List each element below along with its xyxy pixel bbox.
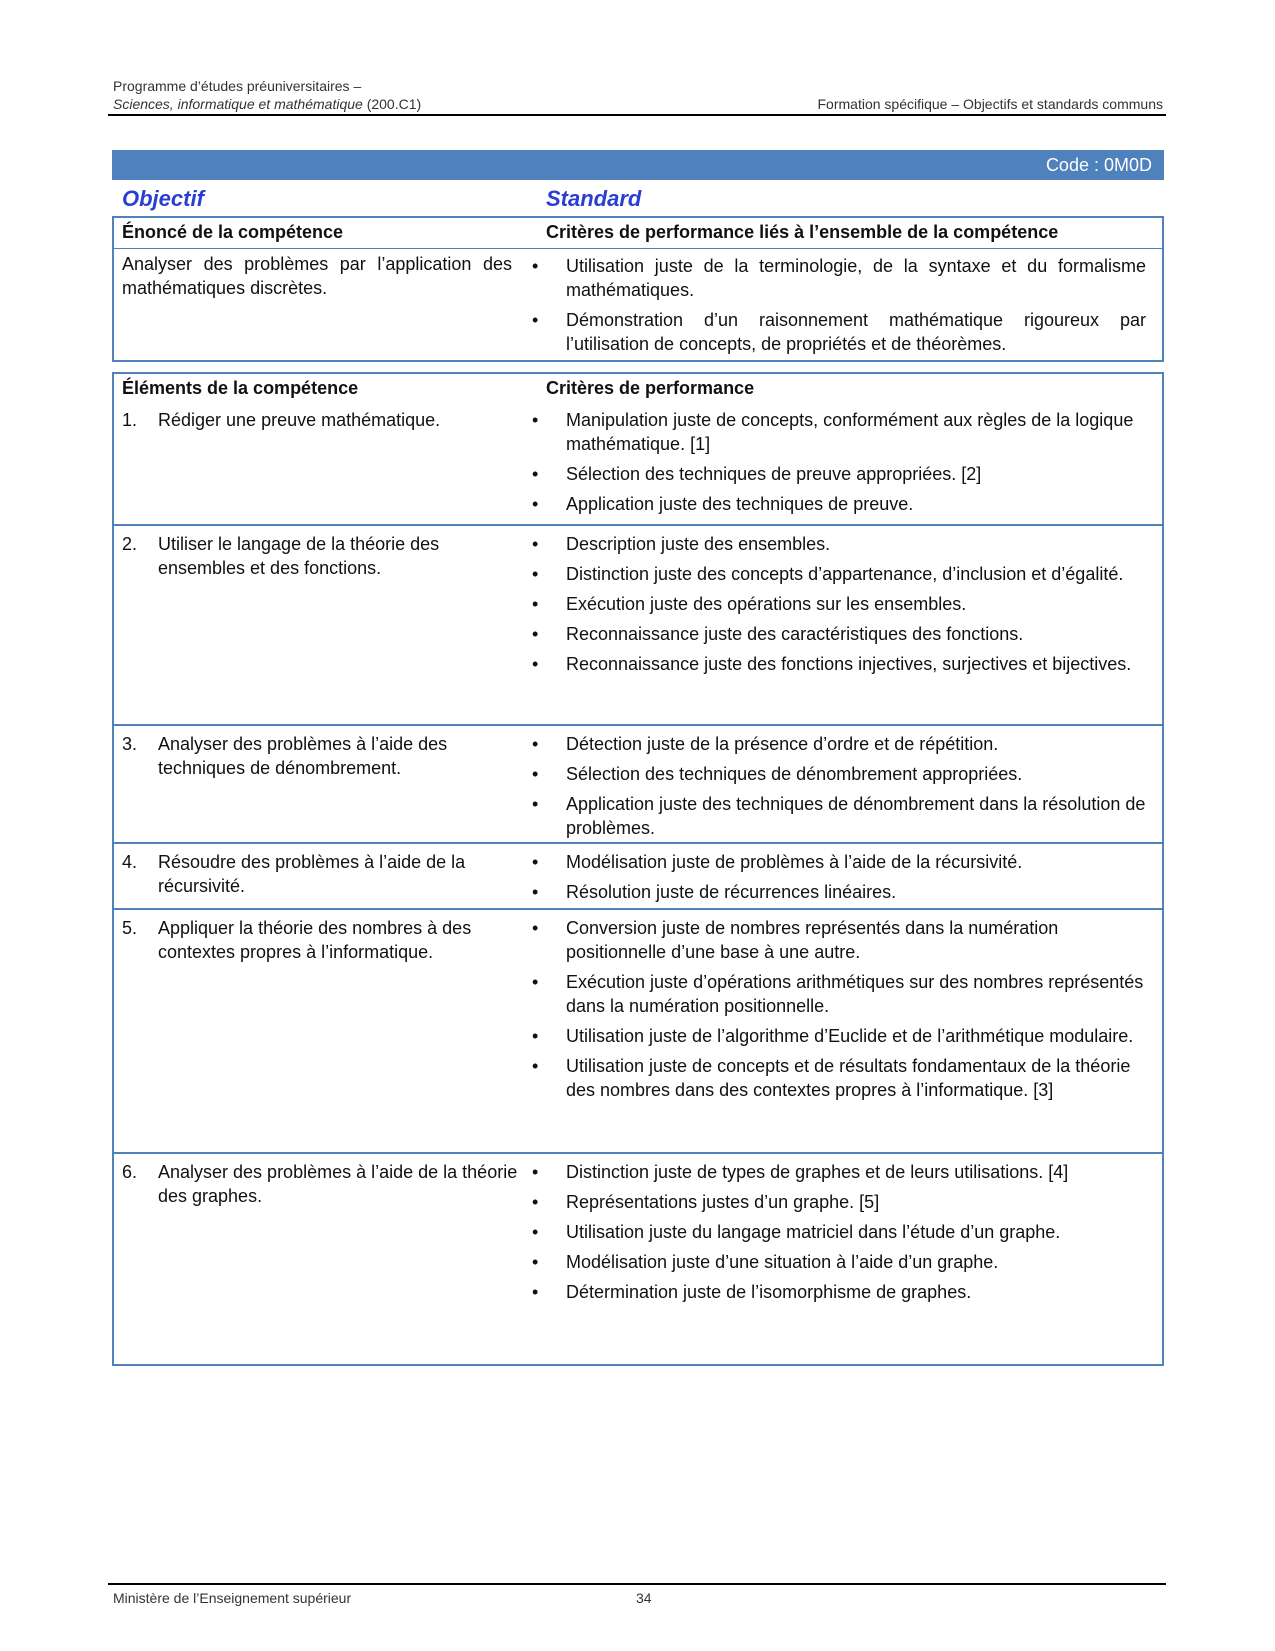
header-program-title: Programme d’études préuniversitaires –	[113, 78, 362, 94]
bullet-icon: •	[532, 256, 539, 276]
competence-criteria-list	[530, 254, 1146, 362]
criterion-text: Modélisation juste d’une situation à l’aide d’un graphe.	[566, 1252, 999, 1272]
competence-criterion	[530, 308, 1146, 356]
bullet-icon: •	[532, 534, 539, 554]
criterion-item	[530, 880, 1148, 904]
row-divider	[114, 908, 1162, 910]
element-number: 4.	[122, 852, 138, 872]
criterion-text: Exécution juste des opérations sur les ensembles.	[566, 594, 967, 614]
bullet-icon: •	[532, 852, 539, 872]
criterion-item	[530, 1160, 1148, 1184]
criterion-text: Distinction juste des concepts d’appartenance, d’inclusion et d’égalité.	[566, 564, 1124, 584]
row-divider	[114, 1152, 1162, 1154]
criterion-text: Utilisation juste du langage matriciel dans l’étude d’un graphe.	[566, 1222, 1061, 1242]
elements-header: Éléments de la compétence	[122, 378, 359, 398]
criterion-item	[530, 970, 1148, 1018]
row-divider	[114, 842, 1162, 844]
criterion-item	[530, 492, 1148, 516]
criterion-item	[530, 732, 1148, 756]
bullet-icon: •	[532, 1192, 539, 1212]
competence-statement: Analyser des problèmes par l’application des mathématiques discrètes.	[122, 254, 512, 298]
header-program-name	[113, 96, 421, 112]
bullet-icon: •	[532, 410, 539, 430]
criterion-item	[530, 1250, 1148, 1274]
criterion-item	[530, 1054, 1148, 1102]
criterion-item	[530, 562, 1148, 586]
header-program-code: (200.C1)	[362, 96, 422, 112]
criterion-item	[530, 462, 1148, 486]
bullet-icon: •	[532, 1026, 539, 1046]
element-criteria-list	[530, 732, 1148, 846]
footer-rule	[108, 1583, 1166, 1585]
element-criteria-list	[530, 1160, 1148, 1310]
bullet-icon: •	[532, 1162, 539, 1182]
element-text: Appliquer la théorie des nombres à des contextes propres à l’informatique.	[158, 918, 472, 962]
header-program-name-italic: Sciences, informatique et mathématique	[113, 96, 363, 112]
bullet-icon: •	[532, 1056, 539, 1076]
element-text: Utiliser le langage de la théorie des ensembles et des fonctions.	[158, 534, 440, 578]
element-criteria-list	[530, 532, 1148, 682]
criterion-text: Application juste des techniques de preuve.	[566, 494, 914, 514]
bullet-icon: •	[532, 1282, 539, 1302]
criterion-text: Reconnaissance juste des fonctions injectives, surjectives et bijectives.	[566, 654, 1132, 674]
criterion-text: Utilisation juste de concepts et de résultats fondamentaux de la théorie des nombres dans des contextes propres à l’informatique. [3]	[566, 1056, 1131, 1100]
criterion-text: Application juste des techniques de dénombrement dans la résolution de problèmes.	[566, 794, 1146, 838]
bullet-icon: •	[532, 734, 539, 754]
elements-criteria-header: Critères de performance	[546, 378, 755, 398]
criterion-item	[530, 1280, 1148, 1304]
criterion-text: Représentations justes d’un graphe. [5]	[566, 1192, 880, 1212]
criterion-item	[530, 916, 1148, 964]
criterion-item	[530, 622, 1148, 646]
criterion-item	[530, 792, 1148, 840]
criterion-text: Sélection des techniques de preuve appropriées. [2]	[566, 464, 982, 484]
criterion-text: Démonstration d’un raisonnement mathématique rigoureux par l’utilisation de concepts, de propriétés et de théorèmes.	[566, 310, 1146, 354]
bullet-icon: •	[532, 972, 539, 992]
criterion-item	[530, 850, 1148, 874]
criterion-item	[530, 1024, 1148, 1048]
bullet-icon: •	[532, 464, 539, 484]
footer-ministry: Ministère de l’Enseignement supérieur	[113, 1590, 352, 1606]
bullet-icon: •	[532, 310, 539, 330]
objectif-title: Objectif	[122, 186, 204, 211]
criterion-item	[530, 652, 1148, 676]
criterion-text: Détermination juste de l’isomorphisme de graphes.	[566, 1282, 972, 1302]
bullet-icon: •	[532, 764, 539, 784]
competence-header-divider	[114, 248, 1162, 249]
bullet-icon: •	[532, 564, 539, 584]
element-number: 1.	[122, 410, 138, 430]
competence-statement-header: Énoncé de la compétence	[122, 222, 344, 242]
element-criteria-list	[530, 408, 1148, 522]
bullet-icon: •	[532, 594, 539, 614]
competence-code: Code : 0M0D	[1045, 155, 1152, 175]
element-text: Analyser des problèmes à l’aide des techniques de dénombrement.	[158, 734, 448, 778]
row-divider	[114, 724, 1162, 726]
criterion-text: Utilisation juste de l’algorithme d’Euclide et de l’arithmétique modulaire.	[566, 1026, 1134, 1046]
element-number: 5.	[122, 918, 138, 938]
criterion-item	[530, 408, 1148, 456]
element-number: 3.	[122, 734, 138, 754]
criterion-text: Exécution juste d’opérations arithmétiques sur des nombres représentés dans la numération positionnelle.	[566, 972, 1144, 1016]
element-text: Résoudre des problèmes à l’aide de la récursivité.	[158, 852, 466, 896]
bullet-icon: •	[532, 624, 539, 644]
element-criteria-list	[530, 916, 1148, 1108]
bullet-icon: •	[532, 794, 539, 814]
criterion-text: Sélection des techniques de dénombrement appropriées.	[566, 764, 1023, 784]
criterion-text: Distinction juste de types de graphes et de leurs utilisations. [4]	[566, 1162, 1069, 1182]
element-number: 6.	[122, 1162, 138, 1182]
standard-title: Standard	[546, 186, 642, 211]
elements-box	[112, 372, 1164, 1366]
bullet-icon: •	[532, 882, 539, 902]
criterion-text: Description juste des ensembles.	[566, 534, 831, 554]
criterion-text: Manipulation juste de concepts, conformément aux règles de la logique mathématique. [1]	[566, 410, 1134, 454]
element-number: 2.	[122, 534, 138, 554]
bullet-icon: •	[532, 494, 539, 514]
bullet-icon: •	[532, 1222, 539, 1242]
element-text: Rédiger une preuve mathématique.	[158, 410, 441, 430]
criterion-text: Reconnaissance juste des caractéristiques des fonctions.	[566, 624, 1024, 644]
criterion-item	[530, 1220, 1148, 1244]
code-bar	[112, 150, 1164, 180]
criterion-text: Résolution juste de récurrences linéaires.	[566, 882, 897, 902]
competence-box	[112, 216, 1164, 362]
criterion-item	[530, 762, 1148, 786]
header-section-title: Formation spécifique – Objectifs et standards communs	[817, 96, 1163, 112]
criterion-text: Conversion juste de nombres représentés dans la numération positionnelle d’une base à une autre.	[566, 918, 1059, 962]
bullet-icon: •	[532, 918, 539, 938]
criterion-item	[530, 592, 1148, 616]
criterion-item	[530, 1190, 1148, 1214]
competence-criteria-header: Critères de performance liés à l’ensemble de la compétence	[546, 222, 1059, 242]
criterion-text: Utilisation juste de la terminologie, de la syntaxe et du formalisme mathématiques.	[566, 256, 1146, 300]
criterion-text: Modélisation juste de problèmes à l’aide de la récursivité.	[566, 852, 1023, 872]
criterion-item	[530, 532, 1148, 556]
row-divider	[114, 524, 1162, 526]
bullet-icon: •	[532, 654, 539, 674]
page-number: 34	[636, 1590, 652, 1606]
competence-criterion	[530, 254, 1146, 302]
header-rule	[108, 114, 1166, 116]
criterion-text: Détection juste de la présence d’ordre et de répétition.	[566, 734, 999, 754]
element-criteria-list	[530, 850, 1148, 910]
element-text: Analyser des problèmes à l’aide de la théorie des graphes.	[158, 1162, 518, 1206]
bullet-icon: •	[532, 1252, 539, 1272]
